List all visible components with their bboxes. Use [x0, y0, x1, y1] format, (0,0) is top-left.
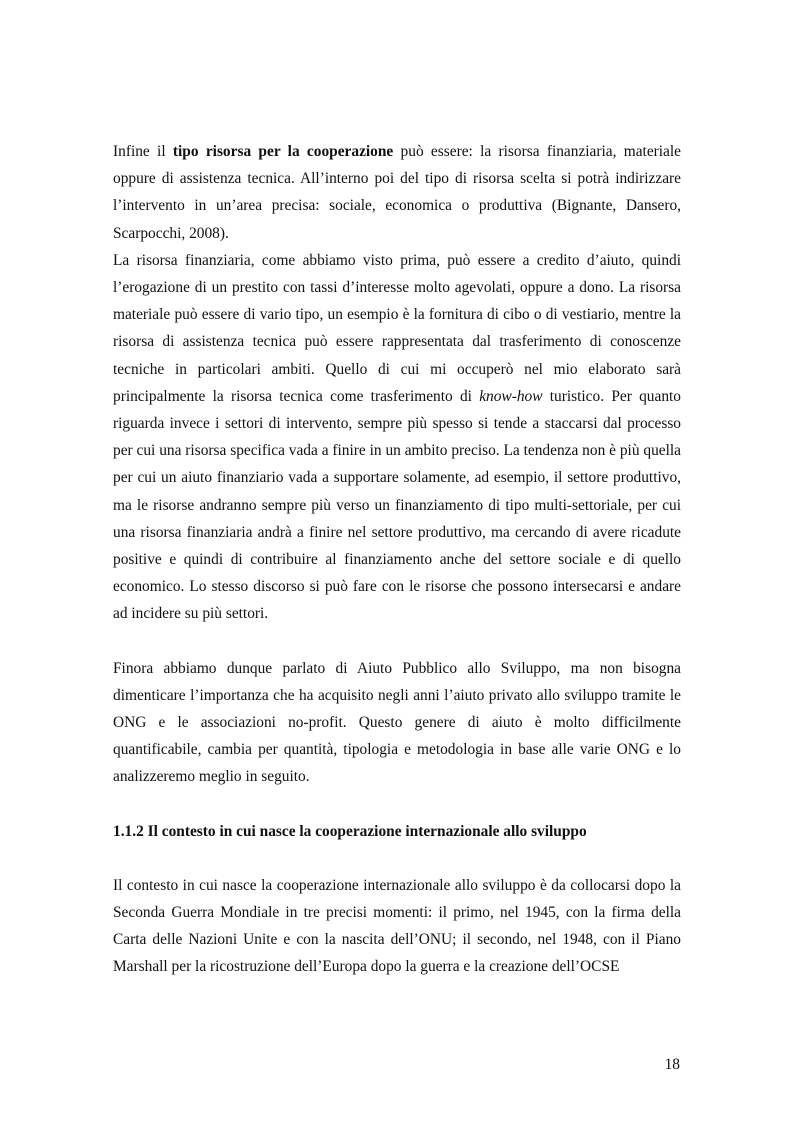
- paragraph-text: turistico. Per quanto riguarda invece i settori di intervento, sempre più spesso si tende a staccarsi dal processo per cui una risorsa specifica vada a finire in un ambito preciso. La tendenza non è più quella per cui un aiuto finanziario vada a supportare solamente, ad esempio, il settore produttivo, ma le risorse andranno sempre più verso un finanziamento di tipo multi-settoriale, per cui una risorsa finanziaria andrà a finire nel settore produttivo, ma cercando di avere ricadute positive e quindi di contribuire al finanziamento anche del settore sociale e di quello economico. Lo stesso discorso si può fare con le risorse che possono intersecarsi e andare ad incidere su più settori.: [113, 387, 681, 623]
- paragraph-text: Infine il: [113, 143, 173, 160]
- paragraph-financial-resource: [113, 247, 681, 628]
- page-number: 18: [664, 1056, 680, 1073]
- paragraph-spacer: [113, 628, 681, 655]
- paragraph-private-aid: Finora abbiamo dunque parlato di Aiuto Pubblico allo Sviluppo, ma non bisogna dimenticare l’importanza che ha acquisito negli anni l’aiuto privato allo sviluppo tramite le ONG e le associazioni no-profit. Questo genere di aiuto è molto difficilmente quantificabile, cambia per quantità, tipologia e metodologia in base alle varie ONG e lo analizzeremo meglio in seguito.: [113, 659, 681, 786]
- bold-term: tipo risorsa per la cooperazione: [172, 143, 394, 160]
- paragraph-text: La risorsa finanziaria, come abbiamo visto prima, può essere a credito d’aiuto, quindi l’erogazione di un prestito con tassi d’interesse molto agevolati, oppure a dono. La risorsa materiale può essere di vario tipo, un esempio è la fornitura di cibo o di vestiario, mentre la risorsa di assistenza tecnica può essere rappresentata dal trasferimento di conoscenze tecniche in particolari ambiti. Quello di cui mi occuperò nel mio elaborato sarà principalmente la risorsa tecnica come trasferimento di: [113, 251, 681, 405]
- italic-term: know-how: [479, 387, 543, 405]
- paragraph-text: può essere: la risorsa finanziaria, materiale oppure di assistenza tecnica. All’interno poi del tipo di risorsa scelta si potrà indirizzare l’intervento in un’area precisa: sociale, economica o produttiva (Bignante, Dansero, Scarpocchi, 2008).: [113, 143, 681, 242]
- page-body: [113, 138, 681, 981]
- paragraph-context: Il contesto in cui nasce la cooperazione internazionale allo sviluppo è da collocarsi dopo la Seconda Guerra Mondiale in tre precisi momenti: il primo, nel 1945, con la firma della Carta delle Nazioni Unite e con la nascita dell’ONU; il secondo, nel 1948, con il Piano Marshall per la ricostruzione dell’Europa dopo la guerra e la creazione dell’OCSE: [113, 876, 681, 976]
- section-heading: 1.1.2 Il contesto in cui nasce la cooperazione internazionale allo sviluppo: [113, 822, 587, 840]
- paragraph-spacer: [113, 791, 681, 818]
- paragraph-resource-types: [113, 138, 681, 247]
- paragraph-spacer: [113, 845, 681, 872]
